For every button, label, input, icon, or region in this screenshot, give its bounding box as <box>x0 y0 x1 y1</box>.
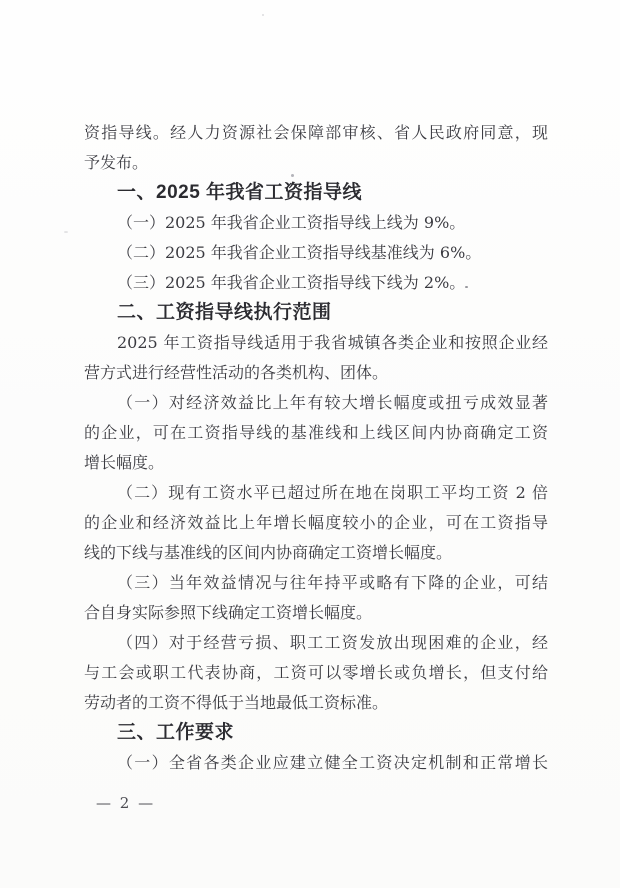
text-line: （一）2025 年我省企业工资指导线上线为 9%。 <box>117 213 466 232</box>
text-line: 的企业和经济效益比上年增长幅度较小的企业，可在工资指导 <box>84 513 548 532</box>
text-line: 线的下线与基准线的区间内协商确定工资增长幅度。 <box>84 543 453 562</box>
text-line: 合自身实际参照下线确定工资增长幅度。 <box>84 603 373 622</box>
text-line: 予发布。 <box>84 153 149 172</box>
text-line: （一）对经济效益比上年有较大增长幅度或扭亏成效显著 <box>117 393 548 412</box>
text-line: 资指导线。经人力资源社会保障部审核、省人民政府同意，现 <box>84 123 548 142</box>
text-line: （二）2025 年我省企业工资指导线基准线为 6%。 <box>117 243 482 262</box>
text-line: （三）当年效益情况与往年持平或略有下降的企业，可结 <box>117 573 548 592</box>
text-line: 2025 年工资指导线适用于我省城镇各类企业和按照企业经 <box>117 333 548 352</box>
page-number: — 2 — <box>96 794 156 812</box>
scan-speck <box>64 231 68 233</box>
scan-speck <box>262 14 264 16</box>
scan-speck <box>465 286 468 288</box>
text-line: 的企业，可在工资指导线的基准线和上线区间内协商确定工资 <box>84 423 548 442</box>
scan-speck <box>291 174 294 177</box>
text-line: 与工会或职工代表协商，工资可以零增长或负增长，但支付给 <box>84 663 548 682</box>
text-line: （一）全省各类企业应建立健全工资决定机制和正常增长 <box>117 753 548 772</box>
section-heading-2: 二、工资指导线执行范围 <box>117 302 332 323</box>
text-line: 营方式进行经营性活动的各类机构、团体。 <box>84 363 389 382</box>
section-heading-3: 三、工作要求 <box>117 722 235 743</box>
text-line: 劳动者的工资不得低于当地最低工资标准。 <box>84 693 389 712</box>
text-line: 增长幅度。 <box>84 453 165 472</box>
document-body <box>84 118 548 778</box>
text-line: （二）现有工资水平已超过所在地在岗职工平均工资 2 倍 <box>117 483 548 502</box>
text-line: （三）2025 年我省企业工资指导线下线为 2%。 <box>117 273 466 292</box>
section-heading-1: 一、2025 年我省工资指导线 <box>117 182 363 203</box>
text-line: （四）对于经营亏损、职工工资发放出现困难的企业，经 <box>117 633 548 652</box>
